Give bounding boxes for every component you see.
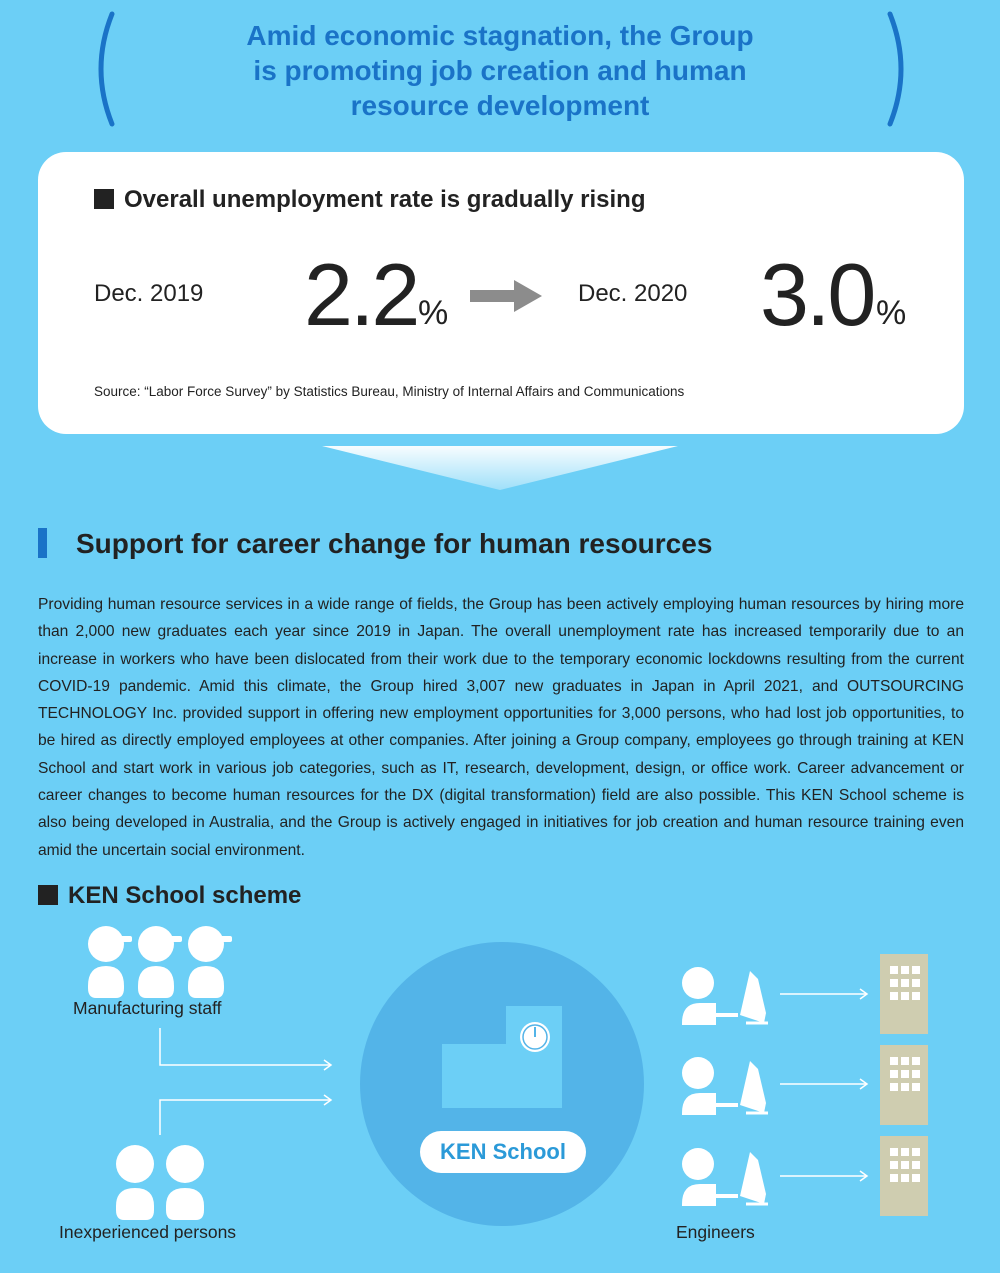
square-bullet-icon: [38, 885, 58, 905]
card-title-text: Overall unemployment rate is gradually rising: [124, 186, 646, 213]
headline-line-1: Amid economic stagnation, the Group: [246, 20, 754, 51]
source-note: Source: “Labor Force Survey” by Statistics Bureau, Ministry of Internal Affairs and Communications: [94, 384, 685, 399]
from-rate: 2.2: [304, 245, 418, 344]
section-marker: [38, 528, 47, 558]
right-parenthesis: [884, 10, 914, 128]
engineers-icon: [682, 967, 768, 1206]
engineers-label: Engineers: [676, 1222, 755, 1242]
card-title: [94, 186, 646, 214]
square-bullet-icon: [94, 189, 114, 209]
engineer-arrows: [780, 989, 867, 1181]
section-title: Support for career change for human resources: [76, 528, 713, 559]
connector-arrows: [160, 1028, 331, 1135]
headline-line-3: resource development: [350, 90, 650, 121]
to-date: Dec. 2020: [578, 280, 688, 307]
unemployment-card: [38, 152, 964, 434]
to-rate: 3.0: [760, 245, 874, 344]
scheme-title-text: KEN School scheme: [68, 882, 302, 909]
section-body: Providing human resource services in a wide range of fields, the Group has been actively employing human resources by hiring more than 2,000 new graduates each year since 2019 in Japan. The overall unemployment rate has increased temporarily due to an increase in workers who have been dislocated from their work due to the temporary economic lockdowns resulting from the current COVID-19 pandemic. Amid this climate, the Group hired 3,007 new graduates in Japan in April 2021, and OUTSOURCING TECHNOLOGY Inc. provided support in offering new employment opportunities for 3,000 persons, who had lost job opportunities, to be hired as directly employed employees at other companies. After joining a Group company, employees go through training at KEN School and start work in various job categories, such as IT, research, development, design, or office work. Career advancement or career changes to become human resources for the DX (digital transformation) field are also possible. This KEN School scheme is also being developed in Australia, and the Group is actively engaged in initiatives for job creation and human resource training even amid the uncertain social environment.: [38, 596, 964, 859]
from-unit: %: [418, 294, 449, 332]
left-parenthesis: [88, 10, 118, 128]
scheme-title: [38, 882, 301, 910]
ken-school-diagram: [0, 910, 1000, 1273]
to-unit: %: [876, 294, 907, 332]
inexperienced-persons-label: Inexperienced persons: [59, 1222, 237, 1242]
manufacturing-staff-icon: [88, 926, 232, 998]
from-date: Dec. 2019: [94, 280, 204, 307]
headline-line-2: is promoting job creation and human: [253, 55, 747, 86]
manufacturing-staff-label: Manufacturing staff: [73, 998, 222, 1018]
headline: [180, 18, 820, 123]
company-building-icon: [880, 954, 928, 1216]
chevron-down-icon: [322, 446, 678, 490]
ken-school-label: KEN School: [420, 1131, 586, 1173]
inexperienced-persons-icon: [116, 1145, 204, 1220]
arrow-right-icon: [470, 280, 542, 312]
